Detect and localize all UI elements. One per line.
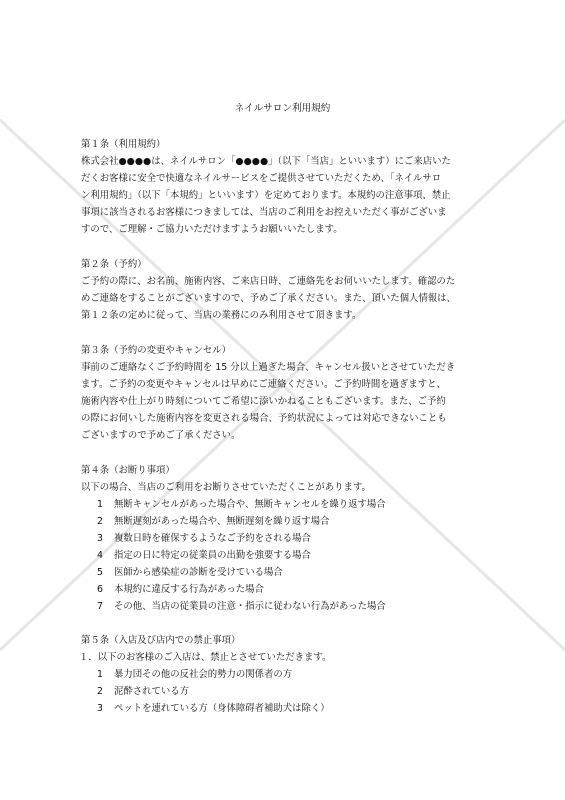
article-text-line: だくお客様に安全で快適なネイルサービスをご提供させていただくため、「ネイルサロ xyxy=(81,173,442,184)
article-text-line: めご連絡をすることがございますので、予めご了承ください。また、頂いた個人情報は、 xyxy=(81,293,456,304)
article-2 xyxy=(81,256,491,324)
article-text-line: ン利用規約」（以下「本規約」といいます）を定めております。本規約の注意事項、禁止 xyxy=(81,190,451,201)
refusal-list xyxy=(81,496,491,615)
article-text-line: ございますので予めご了承ください。 xyxy=(81,430,241,441)
article-text-line: 事前のご連絡なくご予約時間を 15 分以上過ぎた場合、キャンセル扱いとさせていただき xyxy=(81,362,456,373)
article-1 xyxy=(81,136,491,238)
list-item-number: 4 xyxy=(97,550,103,561)
document-title: ネイルサロン利用規約 xyxy=(234,103,331,114)
article-heading: 第１条（利用規約） xyxy=(81,139,166,150)
article-3 xyxy=(81,342,491,444)
list-item xyxy=(81,700,491,717)
list-item-text: 無断キャンセルがあった場合や、無断キャンセルを繰り返す場合 xyxy=(114,499,386,510)
article-heading: 第３条（予約の変更やキャンセル） xyxy=(81,345,232,356)
list-item xyxy=(81,496,491,513)
list-item-text: 指定の日に特定の従業員の出勤を強要する場合 xyxy=(114,550,311,561)
article-text-line: ます。ご予約の変更やキャンセルは早めにご連絡ください。ご予約時間を過ぎますと、 xyxy=(81,379,446,390)
list-item-number: 3 xyxy=(97,703,103,714)
list-item xyxy=(81,530,491,547)
article-4 xyxy=(81,462,491,615)
list-item-number: 1 xyxy=(97,499,103,510)
article-text-line: の際にお伺いした施術内容を変更される場合、予約状況によっては対応できないことも xyxy=(81,413,447,424)
list-item xyxy=(81,513,491,530)
list-item xyxy=(81,547,491,564)
list-item-text: 暴力団その他の反社会的勢力の関係者の方 xyxy=(114,669,293,680)
list-item-text: 無断遅刻があった場合や、無断遅刻を繰り返す場合 xyxy=(114,516,330,527)
list-item-text: 本規約に違反する行為があった場合 xyxy=(114,584,264,595)
list-item-number: 1 xyxy=(97,669,103,680)
article-text-line: 第１２条の定めに従って、当店の業務にのみ利用させて頂きます。 xyxy=(81,310,362,321)
list-item-text: 医師から感染症の診断を受けている場合 xyxy=(114,567,283,578)
list-item-text: ペットを連れている方（身体障碍者補助犬は除く） xyxy=(114,703,330,714)
article-heading: 第４条（お断り事項） xyxy=(81,465,175,476)
list-item-number: 3 xyxy=(97,533,103,544)
list-item-number: 2 xyxy=(97,686,103,697)
prohibited-entry-list xyxy=(81,666,491,717)
list-item-text: 複数日時を確保するようなご予約をされる場合 xyxy=(114,533,311,544)
list-item-text: 泥酔されている方 xyxy=(114,686,190,697)
list-item xyxy=(81,683,491,700)
article-text-line: ご予約の際に、お名前、施術内容、ご来店日時、ご連絡先をお伺いいたします。確認のた xyxy=(81,276,456,287)
article-text-line: 事項に該当されるお客様につきましては、当店のご利用をお控えいただく事がございま xyxy=(81,207,447,218)
list-item-number: 6 xyxy=(97,584,103,595)
article-text-line: すので、ご理解・ご協力いただけますようお願いいたします。 xyxy=(81,224,343,235)
list-item xyxy=(81,598,491,615)
list-item-number: 5 xyxy=(97,567,103,578)
article-heading: 第５条（入店及び店内での禁止事項） xyxy=(81,635,241,646)
article-5 xyxy=(81,632,491,717)
list-item xyxy=(81,564,491,581)
list-item xyxy=(81,581,491,598)
article-text-line: 株式会社●●●●は、ネイルサロン「●●●●」（以下「当店」といいます）にご来店いた xyxy=(81,156,451,167)
article-text-line: 以下の場合、当店のご利用をお断りさせていただくことがあります。 xyxy=(81,482,371,493)
list-item-number: 7 xyxy=(97,601,103,612)
list-item-text: その他、当店の従業員の注意・指示に従わない行為があった場合 xyxy=(114,601,386,612)
article-heading: 第２条（予約） xyxy=(81,259,147,270)
article-text-line: 施術内容や仕上がり時刻についてご希望に添いかねることもございます。また、ご予約 xyxy=(81,396,446,407)
article-text-line: １．以下のお客様のご入店は、禁止とさせていただきます。 xyxy=(79,652,332,663)
list-item-number: 2 xyxy=(97,516,103,527)
list-item xyxy=(81,666,491,683)
